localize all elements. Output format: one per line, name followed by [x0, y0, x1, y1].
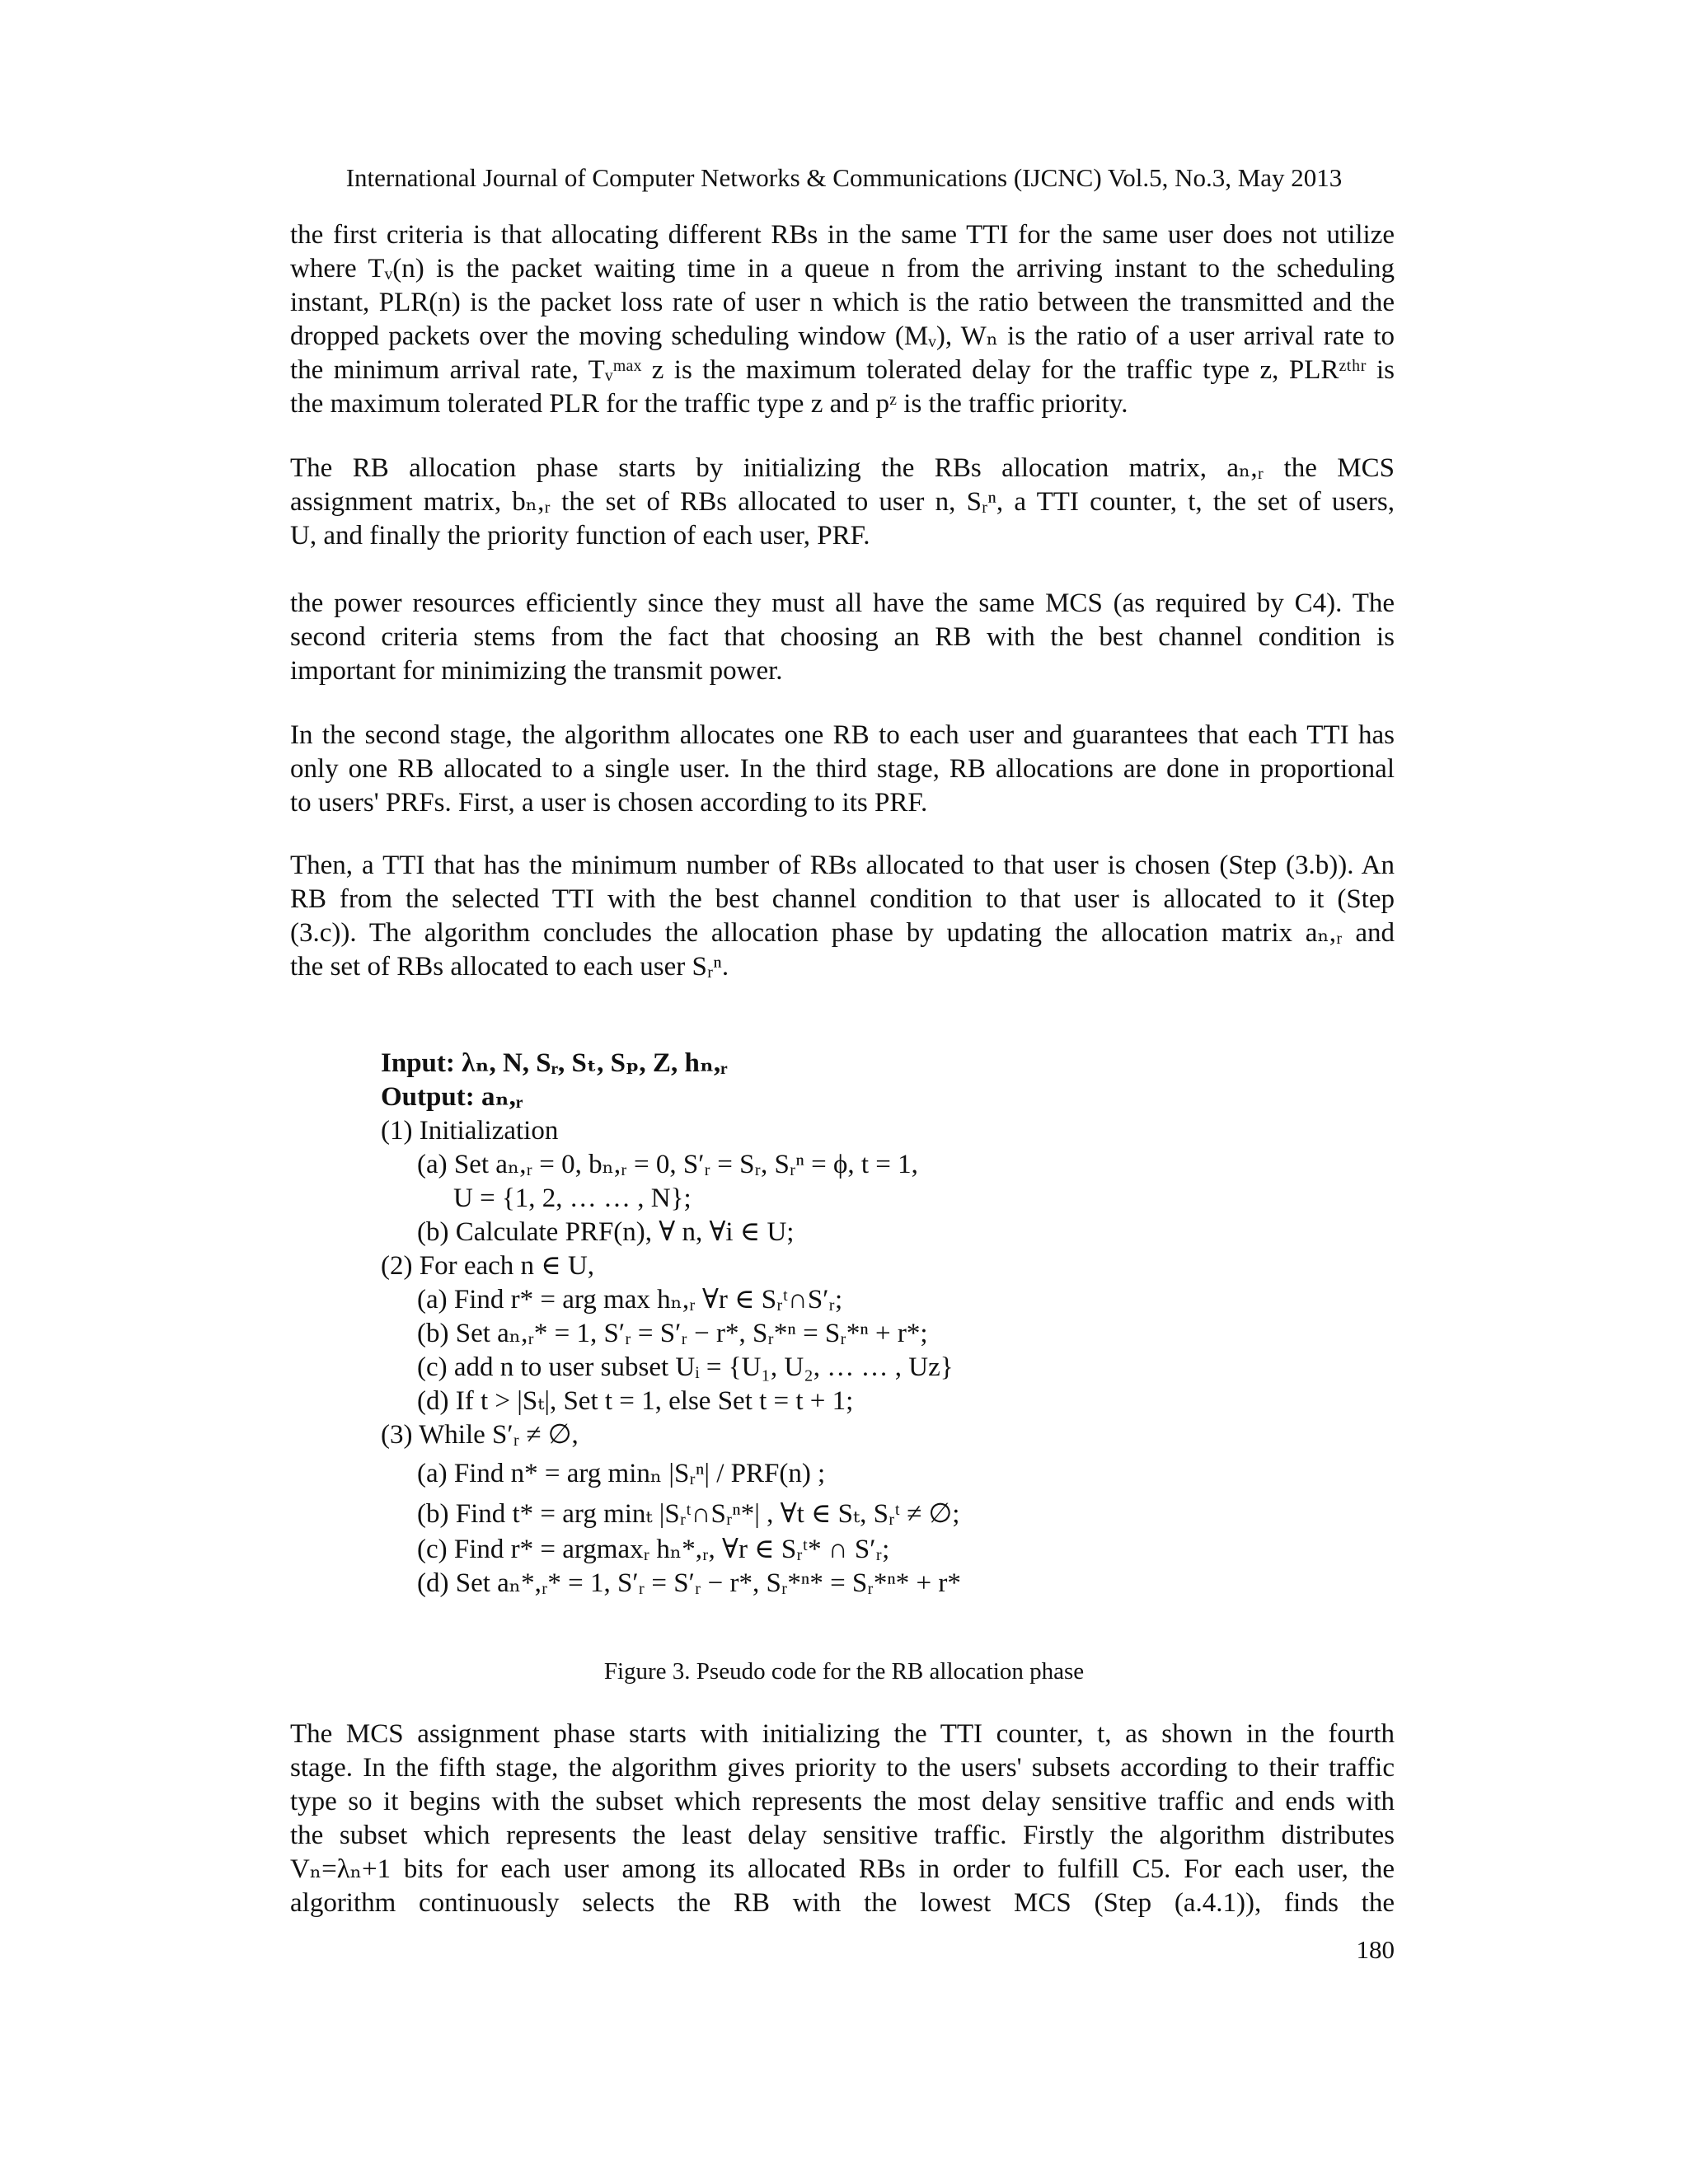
figure-caption: Figure 3. Pseudo code for the RB allocation phase	[603, 1658, 1085, 1685]
algo-step: (d) If t > |Sₜ|, Set t = 1, else Set t = t + 1;	[417, 1386, 854, 1416]
algo-step: (a) Set aₙ,ᵣ = 0, bₙ,ᵣ = 0, S′ᵣ = Sᵣ, Sᵣⁿ = ϕ, t = 1,	[417, 1150, 918, 1179]
text-line: algorithm continuously selects the RB with the lowest MCS (Step (a.4.1)), finds the	[290, 1888, 1395, 1918]
text-line: Vₙ=λₙ+1 bits for each user among its allocated RBs in order to fulfill C5. For each user, the	[290, 1854, 1395, 1884]
algo-step-continuation: U = {1, 2, … … , N};	[453, 1183, 692, 1213]
text-line: assignment matrix, bₙ,ᵣ the set of RBs allocated to user n, Sᵣⁿ, a TTI counter, t, the set of users,	[290, 487, 1395, 517]
page-number: 180	[1356, 1935, 1395, 1964]
algo-input-line: Input: λₙ, N, Sᵣ, Sₜ, Sₚ, Z, hₙ,ᵣ	[381, 1048, 728, 1078]
algo-step: (d) Set aₙ*,ᵣ* = 1, S′ᵣ = S′ᵣ − r*, Sᵣ*ⁿ* = Sᵣ*ⁿ* + r*	[417, 1568, 961, 1598]
algo-step-heading: (2) For each n ∈ U,	[381, 1251, 595, 1281]
paragraph-tti-selection	[290, 849, 1395, 984]
text-line: stage. In the fifth stage, the algorithm gives priority to the users' subsets according to their traffic	[290, 1753, 1395, 1783]
text-line: the power resources efficiently since they must all have the same MCS (as required by C4). The	[290, 588, 1395, 618]
text-line: second criteria stems from the fact that choosing an RB with the best channel condition is	[290, 622, 1395, 652]
algo-step: (b) Calculate PRF(n), ∀ n, ∀i ∈ U;	[417, 1217, 795, 1247]
algo-step-heading: (3) While S′ᵣ ≠ ∅,	[381, 1420, 579, 1450]
paragraph-definitions	[290, 218, 1395, 421]
text-line: instant, PLR(n) is the packet loss rate of user n which is the ratio between the transmitted and the	[290, 288, 1395, 317]
text-line: the minimum arrival rate, Tᵥᵐᵃˣ z is the maximum tolerated delay for the traffic type z, PLRᶻᵗʰʳ is	[290, 355, 1395, 385]
text-line: dropped packets over the moving scheduling window (Mᵥ), Wₙ is the ratio of a user arrival rate to	[290, 321, 1395, 351]
text-line: U, and finally the priority function of each user, PRF.	[290, 521, 870, 551]
paragraph-rb-allocation-intro	[290, 452, 1395, 553]
text-line: RB from the selected TTI with the best channel condition to that user is allocated to it (Step	[290, 884, 1395, 914]
text-line: type so it begins with the subset which represents the most delay sensitive traffic and ends with	[290, 1787, 1395, 1816]
algo-step: (c) Find r* = argmaxᵣ hₙ*,ᵣ, ∀r ∈ Sᵣᵗ* ∩ S′ᵣ;	[417, 1535, 890, 1564]
paragraph-second-stage	[290, 719, 1395, 820]
text-line: the maximum tolerated PLR for the traffic type z and pᶻ is the traffic priority.	[290, 389, 1128, 419]
paragraph-mcs-assignment	[290, 1718, 1395, 1920]
pseudo-code-block	[381, 1047, 1370, 1601]
text-line: important for minimizing the transmit power.	[290, 656, 783, 686]
text-line: The RB allocation phase starts by initializing the RBs allocation matrix, aₙ,ᵣ the MCS	[290, 453, 1395, 483]
text-line: In the second stage, the algorithm allocates one RB to each user and guarantees that each TTI has	[290, 720, 1395, 750]
algo-step: (a) Find r* = arg max hₙ,ᵣ ∀r ∈ Sᵣᵗ∩S′ᵣ;	[417, 1285, 843, 1315]
text-line: The MCS assignment phase starts with initializing the TTI counter, t, as shown in the fourth	[290, 1719, 1395, 1749]
text-line: to users' PRFs. First, a user is chosen according to its PRF.	[290, 788, 928, 818]
running-header: International Journal of Computer Networks & Communications (IJCNC) Vol.5, No.3, May 2013	[345, 163, 1343, 192]
algo-step: (b) Find t* = arg minₜ |Sᵣᵗ∩Sᵣⁿ*| , ∀t ∈ Sₜ, Sᵣᵗ ≠ ∅;	[417, 1499, 960, 1529]
text-line: the set of RBs allocated to each user Sᵣⁿ.	[290, 952, 729, 982]
algo-step: (c) add n to user subset Uᵢ = {U₁, U₂, … … , Uᴢ}	[417, 1352, 954, 1382]
text-line: only one RB allocated to a single user. In the third stage, RB allocations are done in proportional	[290, 754, 1395, 784]
algo-step-heading: (1) Initialization	[381, 1116, 559, 1146]
text-line: Then, a TTI that has the minimum number of RBs allocated to that user is chosen (Step (3.b)). An	[290, 851, 1395, 880]
text-line: (3.c)). The algorithm concludes the allocation phase by updating the allocation matrix aₙ,ᵣ and	[290, 918, 1395, 948]
text-line: where Tᵥ(n) is the packet waiting time in a queue n from the arriving instant to the scheduling	[290, 254, 1395, 284]
text-line: the first criteria is that allocating different RBs in the same TTI for the same user does not utilize	[290, 220, 1395, 250]
algo-output-line: Output: aₙ,ᵣ	[381, 1082, 523, 1112]
algo-step: (a) Find n* = arg minₙ |Sᵣⁿ| / PRF(n) ;	[417, 1459, 826, 1488]
paragraph-power-resources	[290, 587, 1395, 688]
algo-step: (b) Set aₙ,ᵣ* = 1, S′ᵣ = S′ᵣ − r*, Sᵣ*ⁿ = Sᵣ*ⁿ + r*;	[417, 1319, 928, 1348]
text-line: the subset which represents the least delay sensitive traffic. Firstly the algorithm distributes	[290, 1821, 1395, 1850]
